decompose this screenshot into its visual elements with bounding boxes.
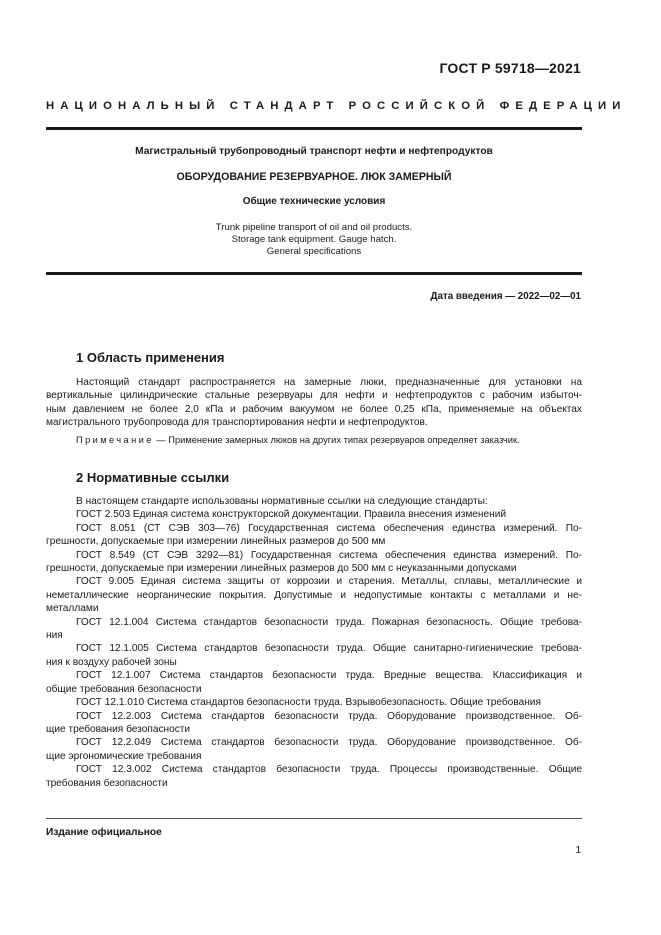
reference-line: ГОСТ 8.549 (СТ СЭВ 3292—81) Государственная система обеспечения единства измерений. По- [76, 549, 582, 561]
scope-note [76, 435, 520, 445]
bottom-rule [46, 272, 582, 275]
note-label: Примечание [76, 435, 154, 445]
reference-line: ГОСТ 8.051 (СТ СЭВ 303—76) Государственная система обеспечения единства измерений. По- [76, 522, 582, 534]
footer-rule [46, 818, 582, 819]
document-number: ГОСТ Р 59718—2021 [439, 60, 581, 76]
reference-line: ГОСТ 12.1.005 Система стандартов безопасности труда. Общие санитарно-гигиенические требова- [76, 643, 582, 655]
reference-line: ния к воздуху рабочей зоны [46, 656, 177, 668]
reference-line: ния [46, 630, 63, 642]
title-ru-line3: Общие технические условия [242, 196, 386, 207]
reference-line: щие эргономические требования [46, 750, 202, 762]
reference-line: неметаллические неорганические покрытия. Допустимые и недопустимые контакты с металлами и не- [46, 589, 582, 601]
reference-line: ГОСТ 12.1.007 Система стандартов безопасности труда. Вредные вещества. Классификация и [76, 670, 582, 682]
reference-line: ГОСТ 12.2.049 Система стандартов безопасности труда. Оборудование производственное. Об- [76, 737, 582, 749]
introduction-date: Дата введения — 2022—02—01 [430, 291, 581, 302]
scope-line: Настоящий стандарт распространяется на замерные люки, предназначенные для установки на [76, 377, 582, 388]
reference-line: грешности, допускаемые при измерении линейных размеров до 500 мм [46, 536, 386, 548]
scope-paragraph [46, 376, 582, 430]
title-en-line: General specifications [266, 246, 362, 257]
section-heading-scope: 1 Область применения [76, 350, 225, 365]
scope-line: вертикальные цилиндрические стальные резервуары для нефти и нефтепродуктов с рабочим избыточ- [46, 390, 582, 402]
note-text: — Применение замерных люков на других типах резервуаров определяет заказчик. [153, 435, 520, 445]
title-en-line: Trunk pipeline transport of oil and oil products. [215, 222, 413, 233]
reference-line: металлами [46, 603, 99, 615]
section-heading-references: 2 Нормативные ссылки [76, 470, 230, 485]
reference-line: требования безопасности [46, 777, 168, 789]
title-ru-line1: Магистральный трубопроводный транспорт нефти и нефтепродуктов [135, 146, 493, 157]
reference-line: общие требования безопасности [46, 683, 202, 695]
page-number: 1 [575, 845, 581, 856]
reference-line: ГОСТ 2.503 Единая система конструкторской документации. Правила внесения изменений [76, 509, 507, 521]
references-paragraph [46, 495, 582, 790]
scope-line: ным давлением не более 2,0 кПа и рабочим вакуумом не более 0,25 кПа, применяемые на объектах [46, 403, 582, 415]
title-en [46, 222, 582, 258]
top-rule [46, 127, 582, 130]
reference-line: ГОСТ 12.2.003 Система стандартов безопасности труда. Оборудование производственное. Об- [76, 710, 582, 722]
reference-line: В настоящем стандарте использованы нормативные ссылки на следующие стандарты: [76, 496, 488, 507]
national-standard-title: НАЦИОНАЛЬНЫЙ СТАНДАРТ РОССИЙСКОЙ ФЕДЕРАЦИИ [46, 100, 627, 112]
title-ru-line2: ОБОРУДОВАНИЕ РЕЗЕРВУАРНОЕ. ЛЮК ЗАМЕРНЫЙ [176, 171, 452, 183]
title-en-line: Storage tank equipment. Gauge hatch. [231, 234, 397, 245]
scope-line: магистрального трубопровода для транспортирования нефти и нефтепродуктов. [46, 417, 428, 429]
reference-line: ГОСТ 12.1.010 Система стандартов безопасности труда. Взрывобезопасность. Общие требования [76, 697, 541, 709]
reference-line: щие требования безопасности [46, 723, 191, 735]
reference-line: грешности, допускаемые при измерении линейных размеров до 500 мм с неуказанными допусками [46, 563, 517, 575]
reference-line: ГОСТ 12.1.004 Система стандартов безопасности труда. Пожарная безопасность. Общие требова- [76, 616, 582, 628]
reference-line: ГОСТ 12.3.002 Система стандартов безопасности труда. Процессы производственные. Общие [76, 764, 582, 776]
official-edition-label: Издание официальное [46, 827, 162, 838]
reference-line: ГОСТ 9.005 Единая система защиты от коррозии и старения. Металлы, сплавы, металлические и [76, 576, 582, 588]
